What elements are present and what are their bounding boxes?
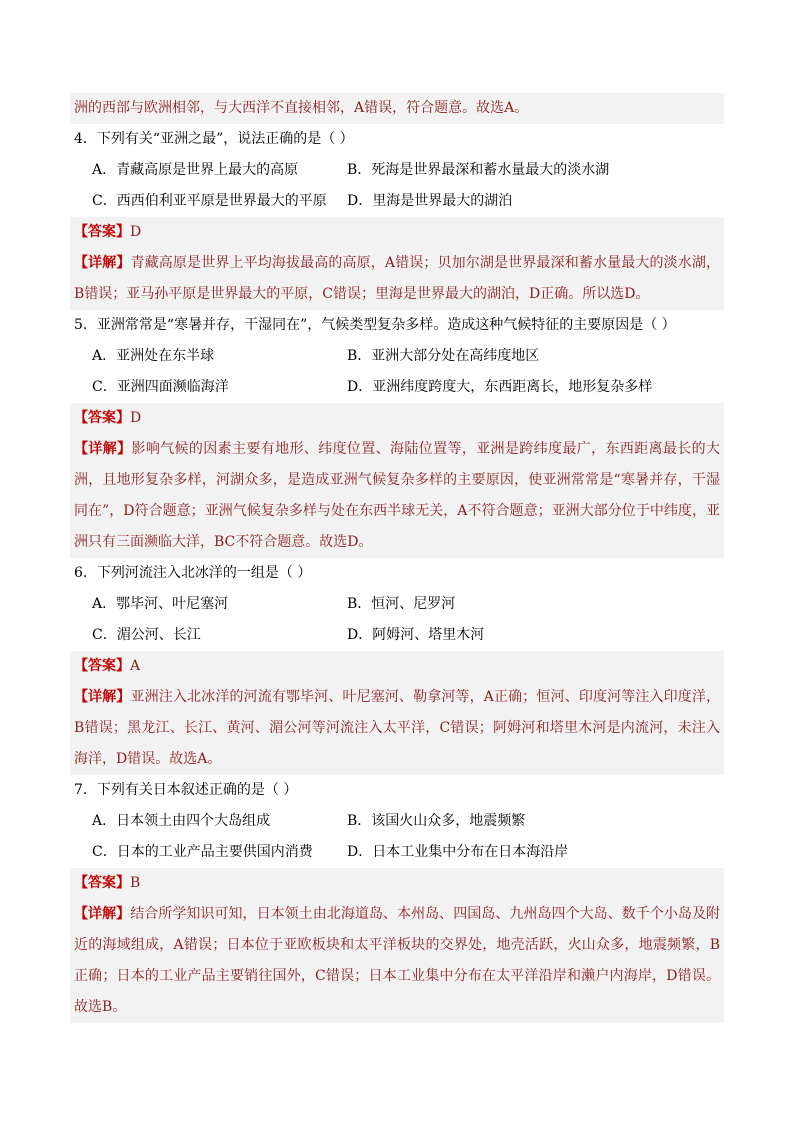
option-c: C．日本的工业产品主要供国内消费 xyxy=(92,844,313,860)
option-a: A．亚洲处在东半球 xyxy=(92,348,215,364)
detail-tag: 【详解】 xyxy=(74,255,131,271)
question-5-options xyxy=(70,341,724,403)
detail-tag: 【详解】 xyxy=(74,906,131,922)
detail-text: 青藏高原是世界上平均海拔最高的高原，A错误；贝加尔湖是世界最深和蓄水量最大的淡水湖，B错误；亚马孙平原是世界最大的平原，C错误；里海是世界最大的湖泊，D正确。所以选D。 xyxy=(74,255,721,302)
question-6-detail xyxy=(70,682,724,775)
detail-text: 亚洲注入北冰洋的河流有鄂毕河、叶尼塞河、勒拿河等，A正确；恒河、印度河等注入印度洋，B错误；黑龙江、长江、黄河、湄公河等河流注入太平洋，C错误；阿姆河和塔里木河是内流河，未注入海洋，D错误。故选A。 xyxy=(74,689,721,767)
option-b: B．死海是世界最深和蓄水量最大的淡水湖 xyxy=(347,162,610,178)
option-b: B．亚洲大部分处在高纬度地区 xyxy=(347,348,540,364)
option-a: A．鄂毕河、叶尼塞河 xyxy=(92,596,229,612)
option-c: C．亚洲四面濒临海洋 xyxy=(92,379,229,395)
question-7-detail xyxy=(70,899,724,1023)
question-6-stem: 6．下列河流注入北冰洋的一组是（ ） xyxy=(74,565,312,581)
question-5-stem: 5．亚洲常常是“寒暑并存，干湿同在”，气候类型复杂多样。造成这种气候特征的主要原因是（ ） xyxy=(74,317,676,333)
answer-value: D xyxy=(130,410,142,426)
previous-detail-tail: 洲的西部与欧洲相邻，与大西洋不直接相邻，A错误，符合题意。故选A。 xyxy=(70,93,724,124)
question-6-options xyxy=(70,589,724,651)
option-d: D．日本工业集中分布在日本海沿岸 xyxy=(347,844,569,860)
answer-value: A xyxy=(130,658,141,674)
question-4-answer xyxy=(70,217,724,248)
question-7-stem: 7．下列有关日本叙述正确的是（ ） xyxy=(74,782,298,798)
question-4-options xyxy=(70,155,724,217)
detail-tag: 【详解】 xyxy=(74,441,132,457)
answer-tag: 【答案】 xyxy=(74,224,130,240)
option-a: A．日本领土由四个大岛组成 xyxy=(92,813,271,829)
question-4-detail xyxy=(70,248,724,310)
question-4-stem: 4．下列有关“亚洲之最”，说法正确的是（ ） xyxy=(74,131,354,147)
option-d: D．阿姆河、塔里木河 xyxy=(347,627,485,643)
answer-value: D xyxy=(130,224,142,240)
detail-tag: 【详解】 xyxy=(74,689,131,705)
question-7-answer xyxy=(70,868,724,899)
option-b: B．恒河、尼罗河 xyxy=(347,596,456,612)
option-d: D．里海是世界最大的湖泊 xyxy=(347,193,513,209)
option-b: B．该国火山众多，地震频繁 xyxy=(347,813,526,829)
document-page xyxy=(70,93,724,1023)
answer-tag: 【答案】 xyxy=(74,658,130,674)
detail-text: 影响气候的因素主要有地形、纬度位置、海陆位置等，亚洲是跨纬度最广，东西距离最长的大洲，且地形复杂多样，河湖众多，是造成亚洲气候复杂多样的主要原因，使亚洲常常是“寒暑并存，干湿同在”，D符合题意；亚洲气候复杂多样与处在东西半球无关，A不符合题意；亚洲大部分位于中纬度，亚洲只有三面濒临大洋，BC不符合题意。故选D。 xyxy=(74,441,721,550)
option-c: C．湄公河、长江 xyxy=(92,627,201,643)
question-7-options xyxy=(70,806,724,868)
answer-tag: 【答案】 xyxy=(74,410,130,426)
option-c: C．西西伯利亚平原是世界最大的平原 xyxy=(92,193,327,209)
answer-value: B xyxy=(130,875,141,891)
question-5-detail xyxy=(70,434,724,558)
detail-text: 结合所学知识可知，日本领土由北海道岛、本州岛、四国岛、九州岛四个大岛、数千个小岛及附近的海域组成，A错误；日本位于亚欧板块和太平洋板块的交界处，地壳活跃，火山众多，地震频繁，B正确；日本的工业产品主要销往国外，C错误；日本工业集中分布在太平洋沿岸和濑户内海岸，D错误。故选B。 xyxy=(74,906,721,1015)
question-5-answer xyxy=(70,403,724,434)
question-6-answer xyxy=(70,651,724,682)
option-a: A．青藏高原是世界上最大的高原 xyxy=(92,162,299,178)
option-d: D．亚洲纬度跨度大，东西距离长，地形复杂多样 xyxy=(347,379,653,395)
answer-tag: 【答案】 xyxy=(74,875,130,891)
